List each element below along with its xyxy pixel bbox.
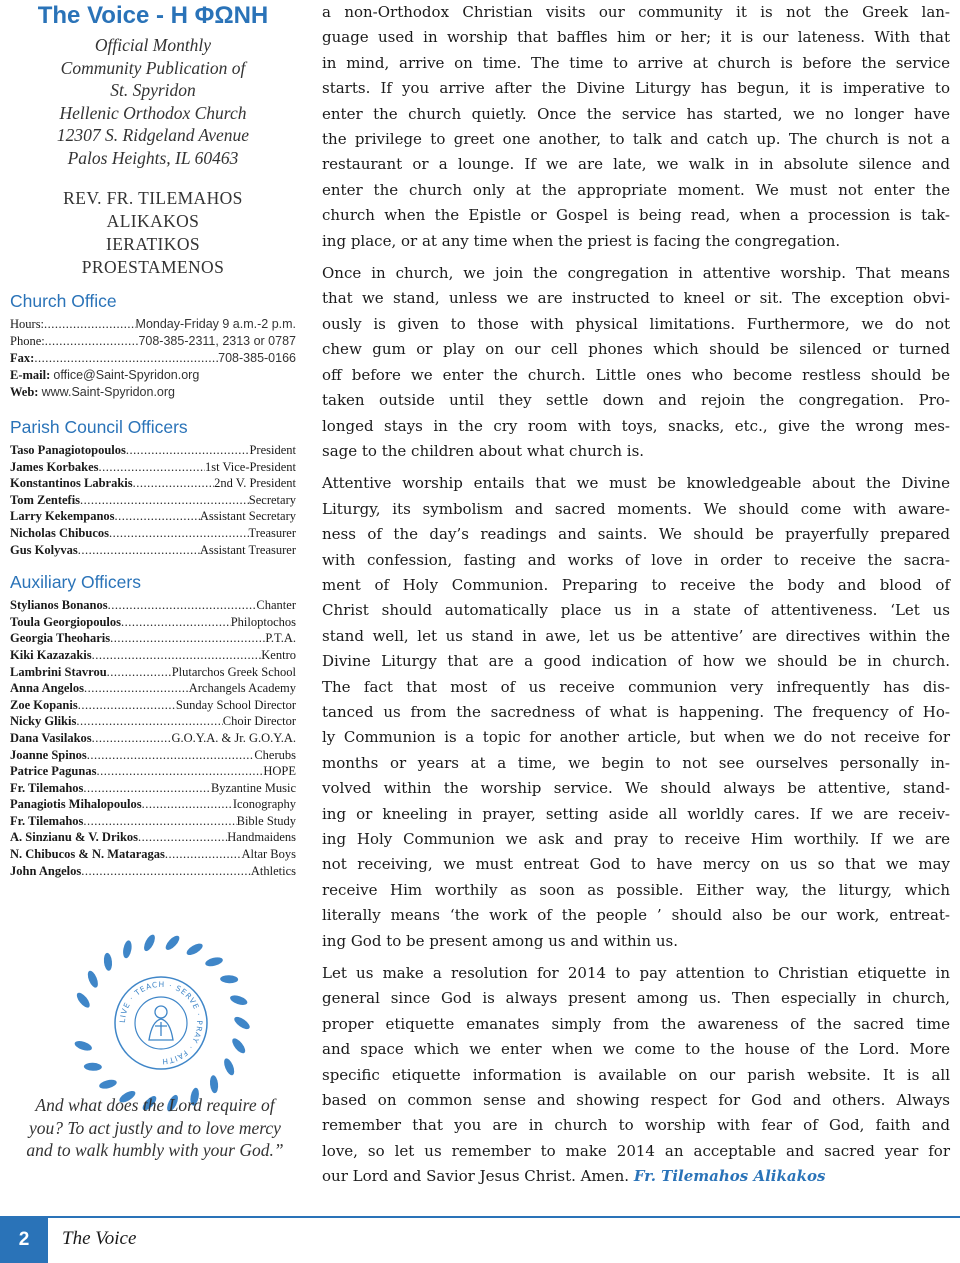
web-label: Web: bbox=[10, 385, 39, 399]
article-line: and space which we enter when we come to the house of the Lord. More bbox=[322, 1040, 950, 1059]
laurel-leaf bbox=[75, 991, 92, 1010]
roster-row bbox=[10, 730, 296, 747]
leader-dots bbox=[115, 508, 200, 525]
laurel-leaf bbox=[232, 1015, 251, 1032]
member-name: Nicky Glikis bbox=[10, 714, 77, 729]
leader-dots bbox=[78, 697, 176, 714]
roster-row bbox=[10, 630, 296, 647]
roster-row bbox=[10, 614, 296, 631]
scripture-quote bbox=[10, 1094, 300, 1162]
member-role: Assistant Treasurer bbox=[199, 542, 296, 557]
subtitle-line: Hellenic Orthodox Church bbox=[59, 102, 247, 123]
member-name: Lambrini Stavrou bbox=[10, 664, 107, 679]
member-role: Iconography bbox=[232, 797, 296, 812]
article-line: restaurant or a lounge. If we are late, we walk in in absolute silence and bbox=[322, 155, 950, 174]
laurel-wreath bbox=[73, 933, 251, 1113]
member-name: Nicholas Chibucos bbox=[10, 525, 109, 540]
article-line: ing Holy Communion we ask and pray to receive Him worthily. If we are bbox=[322, 830, 950, 848]
member-name: Anna Angelos bbox=[10, 681, 84, 696]
parish-logo-graphic bbox=[66, 928, 256, 1118]
priest-line: REV. FR. TILEMAHOS bbox=[63, 188, 243, 208]
leader-dots bbox=[45, 333, 139, 350]
member-name: Zoe Kopanis bbox=[10, 697, 78, 712]
parish-council-list bbox=[10, 442, 296, 558]
article-line: church when the Epistle or Gospel is being read, when a procession is tak- bbox=[322, 206, 950, 225]
article-line: receive Him worthily as soon as possible. Either way, the liturgy, which bbox=[322, 880, 950, 899]
article-paragraph bbox=[322, 0, 950, 254]
web-link[interactable]: www.Saint-Spyridon.org bbox=[41, 385, 176, 399]
article-line: starts. If you arrive after the Divine Liturgy has begun, it is imperative to bbox=[322, 79, 950, 98]
member-name: Joanne Spinos bbox=[10, 747, 87, 762]
quote-line: And what does the Lord require of bbox=[35, 1095, 275, 1115]
roster-row bbox=[10, 697, 296, 714]
roster-row bbox=[10, 542, 296, 559]
parish-council-heading: Parish Council Officers bbox=[10, 417, 188, 437]
article-line: chew gum or play on our cell phones which should be silenced or turned bbox=[322, 340, 950, 359]
member-role: Treasurer bbox=[248, 525, 296, 540]
leader-dots bbox=[81, 863, 251, 880]
leader-dots bbox=[83, 813, 236, 830]
roster-row bbox=[10, 763, 296, 780]
laurel-leaf bbox=[185, 941, 205, 957]
article-line: specific etiquette information is available on our parish website. It is all bbox=[322, 1065, 950, 1084]
masthead-subtitle bbox=[10, 34, 296, 169]
member-role: Altar Boys bbox=[241, 847, 296, 862]
church-office-heading: Church Office bbox=[10, 291, 117, 311]
leader-dots bbox=[84, 680, 189, 697]
leader-dots bbox=[108, 597, 257, 614]
article-line: in mind, arrive on time. The time to arrive at church is before the service bbox=[322, 53, 950, 72]
page-number: 2 bbox=[0, 1217, 48, 1263]
roster-row bbox=[10, 713, 296, 730]
leader-dots bbox=[87, 747, 255, 764]
roster-row bbox=[10, 780, 296, 797]
article-line: Once in church, we join the congregation in attentive worship. That means bbox=[322, 264, 950, 283]
subtitle-line: 12307 S. Ridgeland Avenue bbox=[56, 125, 250, 145]
roster-row bbox=[10, 863, 296, 880]
laurel-leaf bbox=[98, 1078, 117, 1090]
member-role: Bible Study bbox=[236, 813, 296, 828]
article-line: guage used in worship that baffles him or her; it is our lateness. With that bbox=[322, 28, 950, 47]
article-line: enter the church only at the appropriate moment. We must not enter the bbox=[322, 180, 950, 199]
office-label: Fax: bbox=[10, 351, 35, 365]
leader-dots bbox=[142, 796, 233, 813]
subtitle-line: Official Monthly bbox=[94, 35, 212, 55]
auxiliary-list bbox=[10, 597, 296, 879]
article-line: stand well, let us stand in awe, let us be attentive’ are directives within the bbox=[322, 626, 950, 645]
article-line: Attentive worship entails that we must be knowledgeable about the Divine bbox=[322, 474, 950, 493]
article-line: ly Communion is a topic for another article, but when we do not receive for bbox=[322, 728, 950, 747]
member-name: A. Sinzianu & V. Drikos bbox=[10, 830, 139, 845]
article-line: ing or kneeling in prayer, setting aside all worldly cares. If we are receiv- bbox=[322, 804, 950, 823]
roster-row bbox=[10, 796, 296, 813]
laurel-leaf bbox=[220, 975, 238, 984]
article-line: literally means ‘the work of the people ’ should also be our work, entreat- bbox=[322, 906, 950, 925]
member-name: Larry Kekempanos bbox=[10, 509, 115, 524]
leader-dots bbox=[78, 542, 200, 559]
quote-line: and to walk humbly with your God.” bbox=[26, 1140, 284, 1160]
article-line: Liturgy, its symbolism and sacred moments. We should come with aware- bbox=[322, 499, 950, 518]
member-name: Gus Kolyvas bbox=[10, 542, 78, 557]
member-role: Plutarchos Greek School bbox=[171, 664, 296, 679]
leader-dots bbox=[96, 763, 263, 780]
roster-row bbox=[10, 459, 296, 476]
member-role: HOPE bbox=[263, 764, 296, 779]
priest-line: ALIKAKOS bbox=[106, 211, 200, 231]
member-role: Assistant Secretary bbox=[199, 509, 296, 524]
roster-row bbox=[10, 829, 296, 846]
member-role: Sunday School Director bbox=[175, 697, 296, 712]
office-hours-row bbox=[10, 316, 296, 333]
quote-line: you? To act justly and to love mercy bbox=[29, 1117, 281, 1138]
leader-dots bbox=[76, 713, 222, 730]
article-paragraph bbox=[322, 471, 950, 954]
article-line: love, so let us remember to make 2014 an acceptable and sacred year for bbox=[322, 1141, 950, 1160]
subtitle-line: St. Spyridon bbox=[110, 80, 196, 100]
article-line: sage to the children about what church is. bbox=[322, 441, 645, 460]
article-line: remember that you are in church to worship with fear of God, faith and bbox=[322, 1116, 950, 1135]
article-line: the privilege to greet one another, to talk and catch up. The church is not a bbox=[322, 130, 950, 149]
article-line: volved within the worship service. We should always be attentive, stand- bbox=[322, 779, 950, 798]
article-paragraph bbox=[322, 261, 950, 464]
member-name: Kiki Kazazakis bbox=[10, 647, 92, 662]
article-line: with confession, fasting and works of love in order to receive the sacra- bbox=[322, 550, 950, 569]
logo-ring-text: LIVE · TEACH · SERVE · PRAY · FAITH bbox=[117, 979, 205, 1067]
leader-dots bbox=[107, 664, 172, 681]
member-role: Archangels Academy bbox=[188, 681, 296, 696]
roster-row bbox=[10, 442, 296, 459]
roster-row bbox=[10, 846, 296, 863]
roster-row bbox=[10, 747, 296, 764]
member-role: Chanter bbox=[256, 598, 296, 613]
article-line: months or years at a time, we begin to not see ourselves personally in- bbox=[322, 753, 950, 772]
office-email-row bbox=[10, 367, 296, 384]
parish-logo bbox=[66, 928, 256, 1118]
member-role: G.O.Y.A. & Jr. G.O.Y.A. bbox=[171, 730, 296, 745]
article-line: not receiving, we must entreat God to have mercy on us so that we may bbox=[322, 855, 950, 874]
article-line: general since God is always present among us. Then especially in church, bbox=[322, 989, 950, 1008]
roster-row bbox=[10, 492, 296, 509]
member-role: Handmaidens bbox=[227, 830, 296, 845]
roster-row bbox=[10, 525, 296, 542]
article-line: ment of Holy Communion. Preparing to receive the body and blood of bbox=[322, 575, 950, 594]
laurel-leaf bbox=[122, 940, 133, 959]
laurel-leaf bbox=[229, 994, 249, 1007]
member-name: John Angelos bbox=[10, 863, 82, 878]
article-line: ness of the day’s readings and saints. We should be prayerfully prepared bbox=[322, 525, 950, 544]
laurel-leaf bbox=[163, 934, 181, 953]
member-name: N. Chibucos & N. Mataragas bbox=[10, 847, 165, 862]
leader-dots bbox=[83, 780, 211, 797]
member-name: Stylianos Bonanos bbox=[10, 598, 108, 613]
email-label: E-mail: bbox=[10, 368, 51, 382]
leader-dots bbox=[34, 350, 218, 367]
priest-line: IERATIKOS bbox=[105, 234, 200, 254]
subtitle-line: Community Publication of bbox=[60, 57, 246, 78]
roster-row bbox=[10, 647, 296, 664]
member-role: Byzantine Music bbox=[210, 780, 296, 795]
member-name: Panagiotis Mihalopoulos bbox=[10, 797, 142, 812]
article-line: enter the church quietly. Once the service has started, we no longer have bbox=[322, 104, 950, 123]
article-closing-line bbox=[322, 1164, 950, 1189]
leader-dots bbox=[92, 647, 262, 664]
leader-dots bbox=[109, 525, 249, 542]
priest-line: PROESTAMENOS bbox=[81, 257, 225, 277]
article-line: longed stays in the cry room with toys, snacks, etc., give the wrong mes- bbox=[322, 416, 950, 435]
email-link[interactable]: office@Saint-Spyridon.org bbox=[53, 368, 200, 382]
leader-dots bbox=[110, 630, 265, 647]
laurel-leaf bbox=[209, 1075, 219, 1094]
footer-publication: The Voice bbox=[62, 1228, 137, 1249]
laurel-leaf bbox=[230, 1036, 247, 1055]
laurel-leaf bbox=[103, 952, 113, 971]
article-line: based on common sense and showing respect for God and others. Always bbox=[322, 1091, 950, 1110]
article-line: ing God to be present among us and within us. bbox=[322, 931, 678, 950]
article-line: Divine Liturgy that are a good indication of how we should be in church. bbox=[322, 652, 950, 671]
auxiliary-heading: Auxiliary Officers bbox=[10, 572, 141, 593]
leader-dots bbox=[121, 614, 231, 631]
roster-row bbox=[10, 813, 296, 830]
roster-row bbox=[10, 680, 296, 697]
leader-dots bbox=[44, 316, 136, 333]
member-name: Taso Panagiotopoulos bbox=[10, 443, 126, 457]
member-role: Choir Director bbox=[222, 714, 296, 729]
office-label: Hours: bbox=[10, 317, 45, 331]
member-name: Fr. Tilemahos bbox=[10, 780, 84, 795]
member-role: Secretary bbox=[248, 492, 296, 507]
leader-dots bbox=[133, 475, 215, 492]
article-line: off before we enter the church. Little ones who become restless should be bbox=[322, 365, 950, 384]
laurel-leaf bbox=[84, 1062, 102, 1071]
member-role: P.T.A. bbox=[265, 631, 296, 646]
leader-dots bbox=[165, 846, 242, 863]
member-role: 2nd V. President bbox=[214, 476, 296, 491]
member-name: Dana Vasilakos bbox=[10, 730, 92, 745]
article-closing-text: our Lord and Savior Jesus Christ. Amen. bbox=[322, 1167, 630, 1186]
roster-row bbox=[10, 475, 296, 492]
subtitle-line: Palos Heights, IL 60463 bbox=[67, 147, 239, 168]
footer-rule bbox=[0, 1216, 960, 1218]
article-line: Christ should automatically place us in a state of attentiveness. ‘Let us bbox=[322, 601, 950, 620]
saint-figure bbox=[149, 1006, 173, 1040]
article-line: proper etiquette emanates simply from the awareness of the sacred time bbox=[322, 1014, 950, 1033]
article-author: Fr. Tilemahos Alikakos bbox=[633, 1167, 826, 1186]
article-line: The fact that most of us receive communion very infrequently has dis- bbox=[322, 677, 950, 696]
office-fax-row bbox=[10, 350, 296, 367]
member-role: Philoptochos bbox=[230, 614, 296, 629]
laurel-leaf bbox=[142, 933, 157, 953]
member-name: Fr. Tilemahos bbox=[10, 813, 84, 828]
member-role: President bbox=[249, 443, 296, 457]
member-role: Cherubs bbox=[254, 747, 296, 762]
member-role: 1st Vice-President bbox=[204, 459, 296, 474]
member-name: Tom Zentefis bbox=[10, 492, 81, 507]
office-value: 708-385-2311, 2313 or 0787 bbox=[138, 334, 296, 348]
leader-dots bbox=[138, 829, 227, 846]
roster-row bbox=[10, 508, 296, 525]
member-name: Patrice Pagunas bbox=[10, 764, 97, 779]
office-phone-row bbox=[10, 333, 296, 350]
laurel-leaf bbox=[86, 969, 100, 989]
office-value: Monday-Friday 9 a.m.-2 p.m. bbox=[135, 317, 296, 331]
article-line: Let us make a resolution for 2014 to pay attention to Christian etiquette in bbox=[322, 964, 950, 983]
member-name: Toula Georgiopoulos bbox=[10, 614, 122, 629]
member-name: Georgia Theoharis bbox=[10, 631, 111, 646]
leader-dots bbox=[80, 492, 249, 509]
leader-dots bbox=[99, 459, 205, 476]
office-value: 708-385-0166 bbox=[218, 351, 296, 365]
church-office-info bbox=[10, 316, 296, 401]
article-body bbox=[322, 0, 950, 1197]
article-line: that we stand, unless we are instructed to kneel or sit. The exception obvi- bbox=[322, 289, 950, 308]
roster-row bbox=[10, 597, 296, 614]
roster-row bbox=[10, 664, 296, 681]
member-role: Kentro bbox=[261, 647, 296, 662]
article-line: tanced us from the sacredness of what is happening. The frequency of Ho- bbox=[322, 702, 950, 721]
office-web-row bbox=[10, 384, 296, 401]
sidebar bbox=[10, 0, 296, 893]
article-line: ing place, or at any time when the priest is facing the congregation. bbox=[322, 231, 841, 250]
priest-title bbox=[10, 187, 296, 279]
member-name: Konstantinos Labrakis bbox=[10, 476, 133, 491]
office-label: Phone: bbox=[10, 334, 45, 348]
article-line: taken outside until they settle down and rejoin the congregation. Pro- bbox=[322, 391, 950, 410]
member-role: Athletics bbox=[250, 863, 296, 878]
laurel-leaf bbox=[204, 956, 223, 968]
leader-dots bbox=[126, 442, 250, 459]
masthead-title: The Voice - Η ΦΩΝΗ bbox=[37, 2, 269, 29]
laurel-leaf bbox=[73, 1039, 93, 1052]
article-paragraph bbox=[322, 961, 950, 1190]
member-name: James Korbakes bbox=[10, 459, 99, 474]
laurel-leaf bbox=[222, 1057, 236, 1077]
article-line: ously is given to those with physical limitations. Furthermore, we do not bbox=[322, 314, 950, 333]
leader-dots bbox=[92, 730, 172, 747]
article-line: a non-Orthodox Christian visits our community it is not the Greek lan- bbox=[322, 3, 950, 21]
